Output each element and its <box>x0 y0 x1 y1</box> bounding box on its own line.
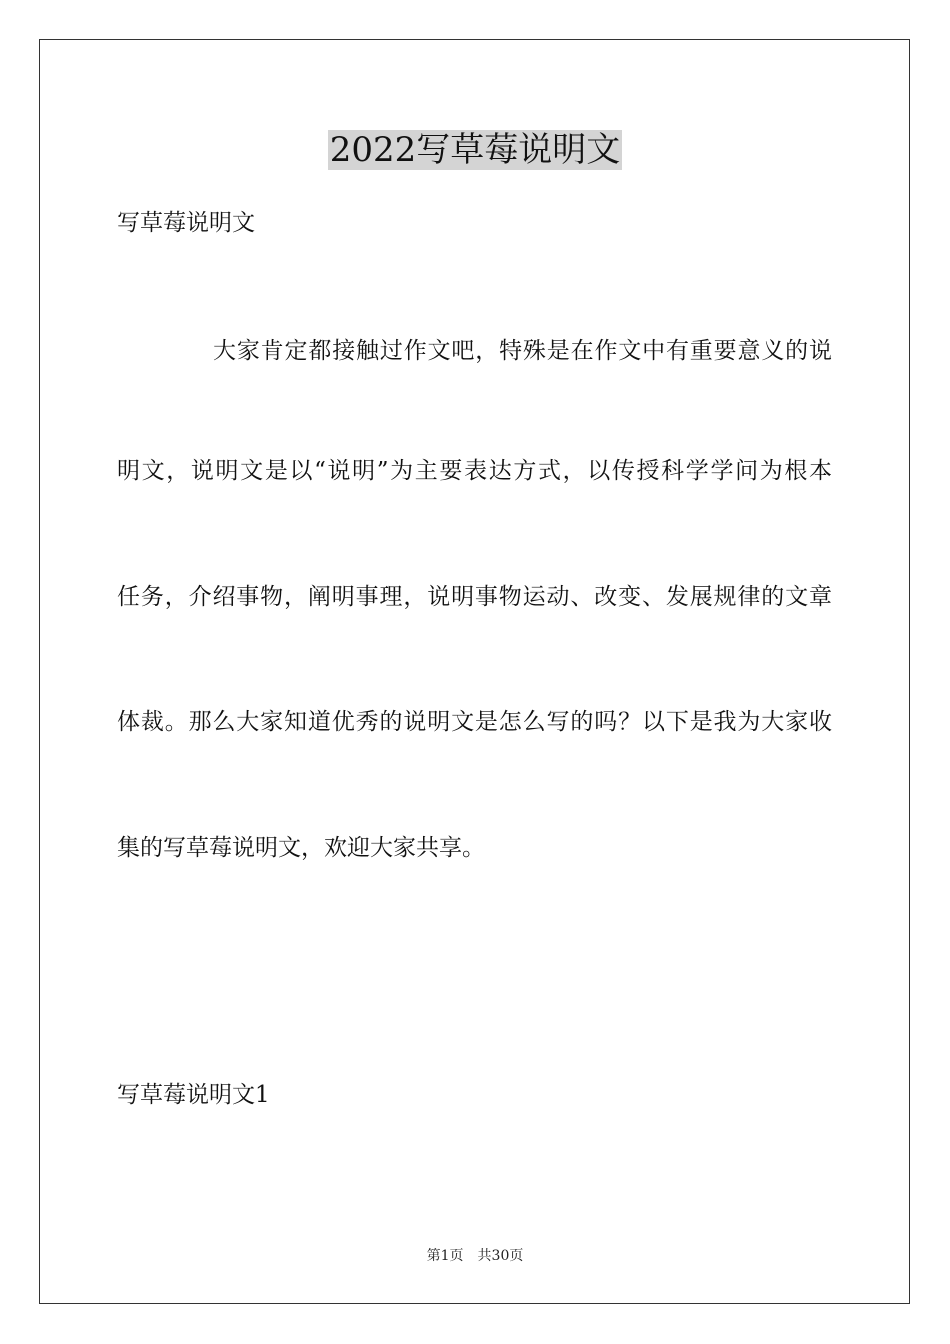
intro-paragraph-line: 任务，介绍事物，阐明事理，说明事物运动、改变、发展规律的文章 <box>117 584 832 610</box>
page-total: 共30页 <box>477 1248 524 1264</box>
document-title <box>0 128 950 172</box>
document-title-text: 2022写草莓说明文 <box>329 130 621 170</box>
intro-paragraph-line: 体裁。那么大家知道优秀的说明文是怎么写的吗？以下是我为大家收 <box>117 709 832 735</box>
document-subtitle: 写草莓说明文 <box>117 210 255 236</box>
intro-paragraph-line: 集的写草莓说明文，欢迎大家共享。 <box>117 835 485 861</box>
section-heading: 写草莓说明文1 <box>117 1082 270 1108</box>
intro-paragraph-line: 明文，说明文是以“说明”为主要表达方式，以传授科学学问为根本 <box>117 458 832 484</box>
page-number: 第1页 <box>426 1248 464 1264</box>
intro-paragraph-line: 大家肯定都接触过作文吧，特殊是在作文中有重要意义的说 <box>213 338 832 364</box>
page-footer <box>0 1246 950 1266</box>
